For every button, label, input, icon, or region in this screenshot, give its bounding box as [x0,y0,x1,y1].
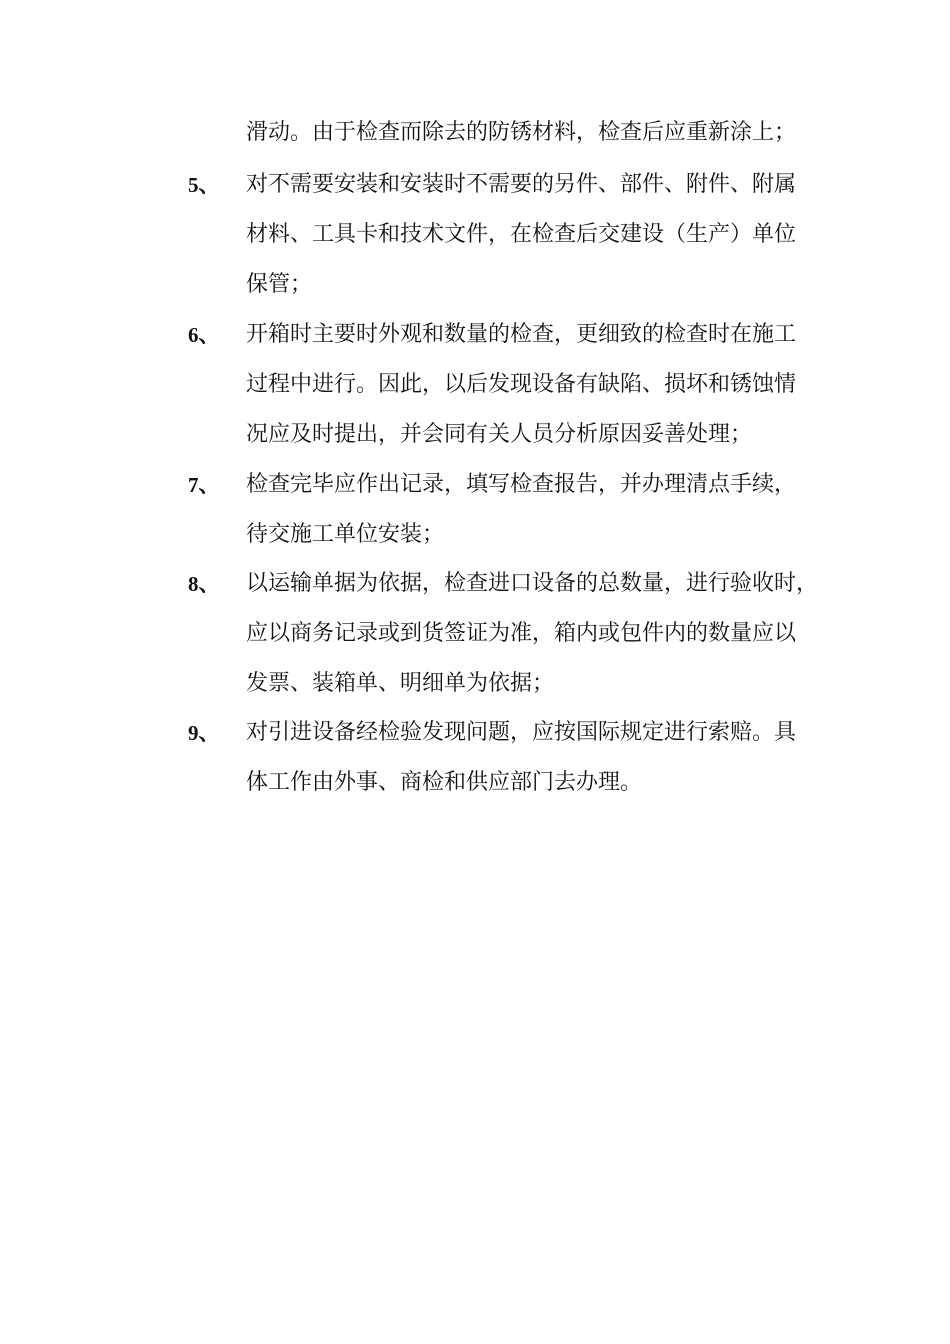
item-line: 体工作由外事、商检和供应部门去办理。 [246,770,643,795]
item-line: 发票、装箱单、明细单为依据； [246,671,555,696]
item-line: 保管； [246,272,313,297]
item-number: 8、 [188,572,220,596]
item-line: 应以商务记录或到货签证为准，箱内或包件内的数量应以 [246,621,797,646]
item-line: 况应及时提出，并会同有关人员分析原因妥善处理； [246,422,753,447]
item-number: 5、 [188,173,220,197]
item-line: 开箱时主要时外观和数量的检查，更细致的检查时在施工 [246,322,797,347]
item-line: 检查完毕应作出记录，填写检查报告，并办理清点手续， [246,472,797,497]
continuation-line: 滑动。由于检查而除去的防锈材料，检查后应重新涂上； [246,120,797,145]
item-number: 6、 [188,323,220,347]
item-line: 过程中进行。因此，以后发现设备有缺陷、损坏和锈蚀情 [246,372,797,397]
item-line: 待交施工单位安装； [246,522,445,547]
item-number: 7、 [188,473,220,497]
item-line: 材料、工具卡和技术文件，在检查后交建设（生产）单位 [246,222,797,247]
item-line: 对引进设备经检验发现问题，应按国际规定进行索赔。具 [246,720,797,745]
item-number: 9、 [188,721,220,745]
item-line: 对不需要安装和安装时不需要的另件、部件、附件、附属 [246,172,797,197]
item-line: 以运输单据为依据，检查进口设备的总数量，进行验收时， [246,571,819,596]
